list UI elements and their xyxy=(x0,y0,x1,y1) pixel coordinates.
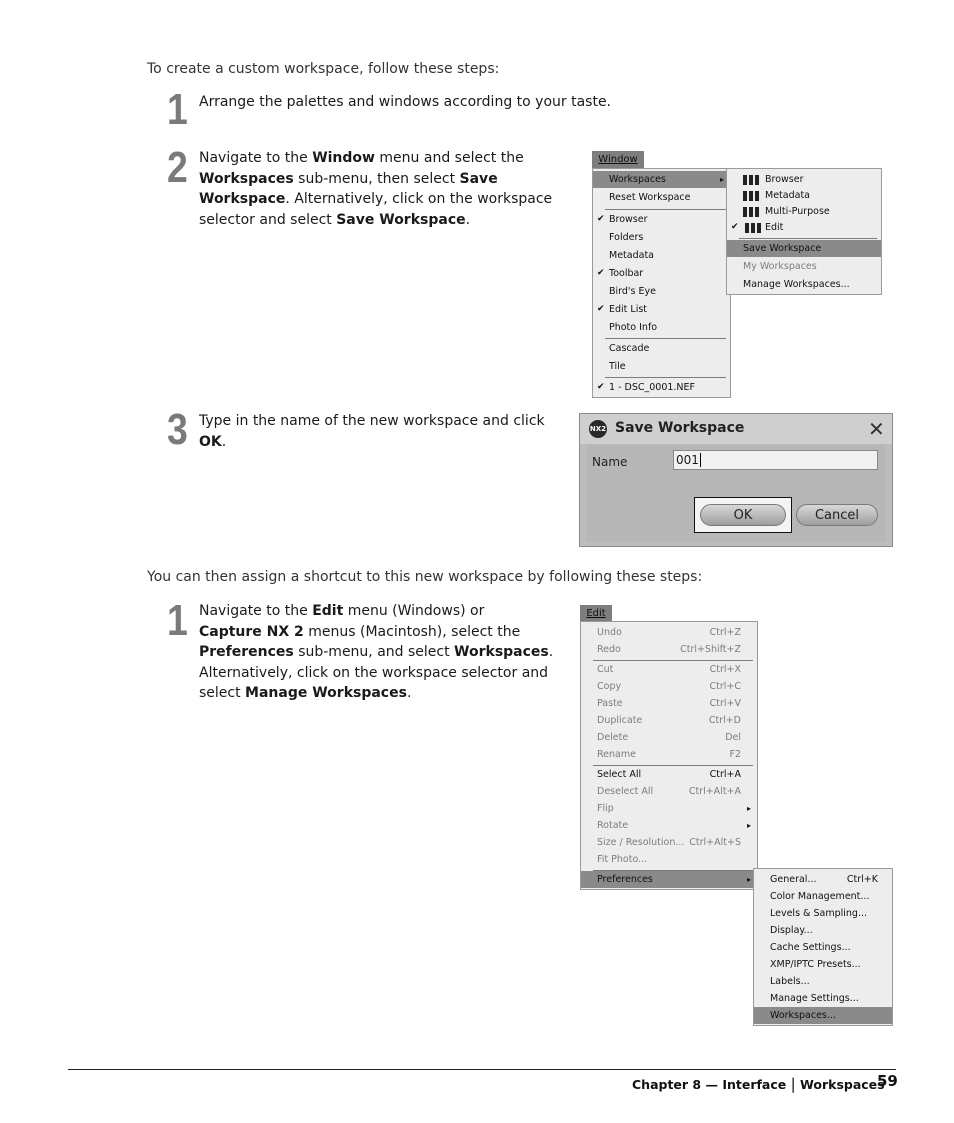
menu-item-duplicate[interactable]: Duplicate Ctrl+D xyxy=(597,715,741,726)
intro-text: To create a custom workspace, follow these steps: xyxy=(147,61,500,77)
step-number: 2 xyxy=(167,143,188,192)
cancel-button[interactable]: Cancel xyxy=(796,504,878,526)
step-text: Arrange the palettes and windows according to your taste. xyxy=(199,94,612,110)
step-text: Type in the name of the new workspace and click OK. xyxy=(199,413,545,450)
submenu-arrow-icon: ▸ xyxy=(746,821,751,830)
name-label: Name xyxy=(592,455,628,469)
step-text: Navigate to the Window menu and select the Workspaces sub-menu, then select Save Workspace. Alternatively, click on the workspace selector and select Save Workspace. xyxy=(199,150,553,228)
page-number: 59 xyxy=(877,1072,898,1090)
dialog-title: Save Workspace xyxy=(615,420,745,436)
edit-workspace-icon xyxy=(745,223,761,233)
save-workspace-dialog xyxy=(579,413,893,547)
menu-item-copy[interactable]: Copy Ctrl+C xyxy=(597,681,741,692)
menu-item-edit-list[interactable]: ✔ Edit List xyxy=(597,304,648,315)
multi-purpose-workspace-icon xyxy=(743,207,759,217)
submenu-item-edit[interactable]: ✔ Edit xyxy=(731,222,784,233)
menu-item-document[interactable]: ✔ 1 - DSC_0001.NEF xyxy=(597,382,696,393)
menu-item-toolbar[interactable]: ✔ Toolbar xyxy=(597,268,644,279)
menu-item-tile[interactable]: Tile xyxy=(609,361,626,372)
intro-text: You can then assign a shortcut to this new workspace by following these steps: xyxy=(147,569,703,585)
menu-separator xyxy=(605,377,726,378)
edit-menu-button[interactable]: Edit xyxy=(580,605,612,622)
menu-separator xyxy=(605,338,726,339)
menu-item-rename[interactable]: Rename F2 xyxy=(597,749,741,760)
submenu-item-my-workspaces: My Workspaces xyxy=(743,261,817,272)
browser-workspace-icon xyxy=(743,175,759,185)
submenu-item-manage-workspaces[interactable]: Manage Workspaces... xyxy=(743,279,850,290)
submenu-item-workspaces[interactable]: Workspaces... xyxy=(754,1007,892,1024)
submenu-item-browser[interactable]: Browser xyxy=(727,171,881,188)
menu-item-workspaces[interactable]: Workspaces ▸ xyxy=(593,171,730,188)
submenu-item-manage-settings[interactable]: Manage Settings... xyxy=(770,993,859,1004)
window-menu-button[interactable]: Window xyxy=(592,151,644,169)
step-number: 3 xyxy=(167,405,188,454)
submenu-item-general[interactable]: General... Ctrl+K xyxy=(770,874,878,885)
submenu-item-display[interactable]: Display... xyxy=(770,925,813,936)
menu-item-undo[interactable]: Undo Ctrl+Z xyxy=(597,627,741,638)
menu-separator xyxy=(739,238,877,239)
submenu-item-multi-purpose[interactable]: Multi-Purpose xyxy=(727,203,881,220)
menu-item-cascade[interactable]: Cascade xyxy=(609,343,650,354)
menu-item-birds-eye[interactable]: Bird's Eye xyxy=(609,286,656,297)
menu-item-select-all[interactable]: Select All Ctrl+A xyxy=(597,769,741,780)
ok-button[interactable]: OK xyxy=(700,504,786,526)
submenu-item-color-management[interactable]: Color Management... xyxy=(770,891,870,902)
submenu-item-levels-sampling[interactable]: Levels & Sampling... xyxy=(770,908,867,919)
dialog-body xyxy=(586,445,886,542)
edit-menu xyxy=(580,621,758,890)
menu-item-folders[interactable]: Folders xyxy=(609,232,644,243)
submenu-item-metadata[interactable]: Metadata xyxy=(727,187,881,204)
submenu-arrow-icon: ▸ xyxy=(746,804,751,813)
app-logo-icon: NX2 xyxy=(589,420,607,438)
menu-item-redo[interactable]: Redo Ctrl+Shift+Z xyxy=(597,644,741,655)
menu-item-metadata[interactable]: Metadata xyxy=(609,250,654,261)
dialog-title-bar xyxy=(580,414,892,444)
menu-item-fit-photo[interactable]: Fit Photo... xyxy=(597,854,648,865)
workspaces-submenu xyxy=(726,168,882,295)
footer-chapter: Chapter 8 — Interface | Workspaces xyxy=(632,1075,885,1093)
step-number: 1 xyxy=(167,596,188,645)
menu-item-browser[interactable]: ✔ Browser xyxy=(597,214,648,225)
menu-item-deselect-all[interactable]: Deselect All Ctrl+Alt+A xyxy=(597,786,741,797)
submenu-item-cache-settings[interactable]: Cache Settings... xyxy=(770,942,851,953)
submenu-item-xmp-iptc-presets[interactable]: XMP/IPTC Presets... xyxy=(770,959,861,970)
menu-item-cut[interactable]: Cut Ctrl+X xyxy=(597,664,741,675)
window-menu xyxy=(592,168,731,398)
menu-item-size-resolution[interactable]: Size / Resolution... Ctrl+Alt+S xyxy=(597,837,741,848)
menu-item-paste[interactable]: Paste Ctrl+V xyxy=(597,698,741,709)
preferences-submenu xyxy=(753,868,893,1026)
footer-rule xyxy=(68,1069,896,1070)
step-number: 1 xyxy=(167,85,188,134)
metadata-workspace-icon xyxy=(743,191,759,201)
menu-item-delete[interactable]: Delete Del xyxy=(597,732,741,743)
menu-separator xyxy=(605,209,726,210)
menu-item-rotate[interactable]: Rotate ▸ xyxy=(581,817,757,834)
submenu-item-labels[interactable]: Labels... xyxy=(770,976,810,987)
close-icon[interactable]: ✕ xyxy=(868,417,885,441)
menu-item-photo-info[interactable]: Photo Info xyxy=(609,322,658,333)
menu-item-reset-workspace[interactable]: Reset Workspace xyxy=(609,192,691,203)
workspace-name-input[interactable]: 001 xyxy=(673,450,878,470)
menu-item-flip[interactable]: Flip ▸ xyxy=(581,800,757,817)
step-text: Navigate to the Edit menu (Windows) or Capture NX 2 menus (Macintosh), select the Preferences sub-menu, and select Workspaces. Alternatively, click on the workspace selector and select Manage Workspaces. xyxy=(199,603,554,701)
submenu-item-save-workspace[interactable]: Save Workspace xyxy=(727,240,881,257)
submenu-arrow-icon: ▸ xyxy=(746,875,751,884)
menu-item-preferences[interactable]: Preferences ▸ xyxy=(581,871,757,888)
